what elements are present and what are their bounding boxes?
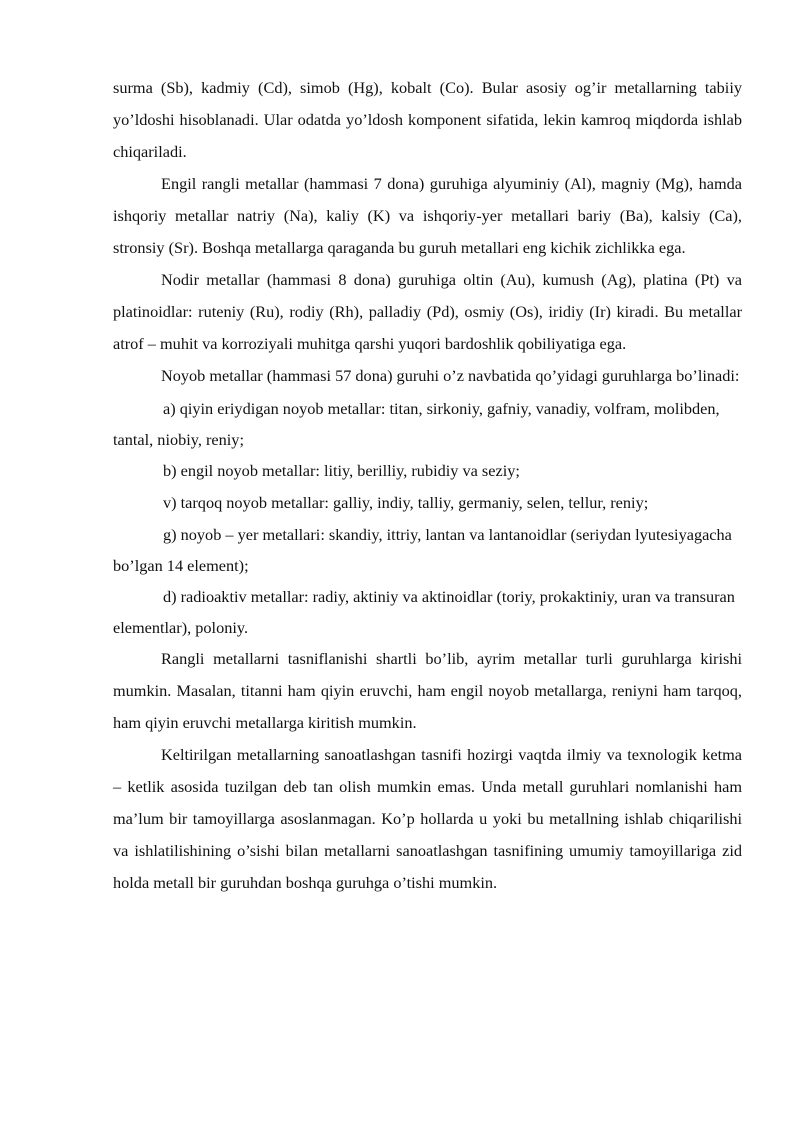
paragraph-industrial-classification: Keltirilgan metallarning sanoatlashgan tasnifi hozirgi vaqtda ilmiy va texnologik ketma – ketlik asosida tuzilgan deb tan olish mumkin emas. Unda metall guruhlari nomlanishi ham ma’lum bir tamoyillarga asoslanmagan. Ko’p hollarda u yoki bu metallning ishlab chiqarilishi va ishlatilishining o’sishi bilan metallarni sanoatlashgan tasnifining umumiy tamoyillariga zid holda metall bir guruhdan boshqa guruhga o’tishi mumkin. bbox=[113, 745, 742, 892]
document-body bbox=[113, 72, 742, 899]
paragraph-continuation: surma (Sb), kadmiy (Cd), simob (Hg), kobalt (Co). Bular asosiy og’ir metallarning tabiiy yo’ldoshi hisoblanadi. Ular odatda yo’ldosh komponent sifatida, lekin kamroq miqdorda ishlab chiqariladi. bbox=[113, 78, 742, 161]
list-item-a: a) qiyin eriydigan noyob metallar: titan, sirkoniy, gafniy, vanadiy, volfram, molibden, tantal, niobiy, reniy; bbox=[113, 399, 720, 449]
list-item-b: b) engil noyob metallar: litiy, berilliy, rubidiy va seziy; bbox=[163, 461, 520, 480]
paragraph-light-metals: Engil rangli metallar (hammasi 7 dona) guruhiga alyuminiy (Al), magniy (Mg), hamda ishqoriy metallar natriy (Na), kaliy (K) va ishqoriy-yer metallari bariy (Ba), kalsiy (Ca), stronsiy (Sr). Boshqa metallarga qaraganda bu guruh metallari eng kichik zichlikka ega. bbox=[113, 174, 742, 257]
list-item-d: d) radioaktiv metallar: radiy, aktiniy va aktinoidlar (toriy, prokaktiniy, uran va transuran elementlar), poloniy. bbox=[113, 587, 735, 637]
paragraph-rare-metals-intro: Noyob metallar (hammasi 57 dona) guruhi o’z navbatida qo’yidagi guruhlarga bo’linadi: bbox=[161, 366, 740, 385]
list-item-g: g) noyob – yer metallari: skandiy, ittriy, lantan va lantanoidlar (seriydan lyutesiyagacha bo’lgan 14 element); bbox=[113, 525, 732, 575]
paragraph-classification-note: Rangli metallarni tasniflanishi shartli bo’lib, ayrim metallar turli guruhlarga kirishi mumkin. Masalan, titanni ham qiyin eruvchi, ham engil noyob metallarga, reniyni ham tarqoq, ham qiyin eruvchi metallarga kiritish mumkin. bbox=[113, 649, 742, 732]
list-item-v: v) tarqoq noyob metallar: galliy, indiy, talliy, germaniy, selen, tellur, reniy; bbox=[163, 493, 649, 512]
paragraph-precious-metals: Nodir metallar (hammasi 8 dona) guruhiga oltin (Au), kumush (Ag), platina (Pt) va platinoidlar: ruteniy (Ru), rodiy (Rh), palladiy (Pd), osmiy (Os), iridiy (Ir) kiradi. Bu metallar atrof – muhit va korroziyali muhitga qarshi yuqori bardoshlik qobiliyatiga ega. bbox=[113, 270, 742, 353]
